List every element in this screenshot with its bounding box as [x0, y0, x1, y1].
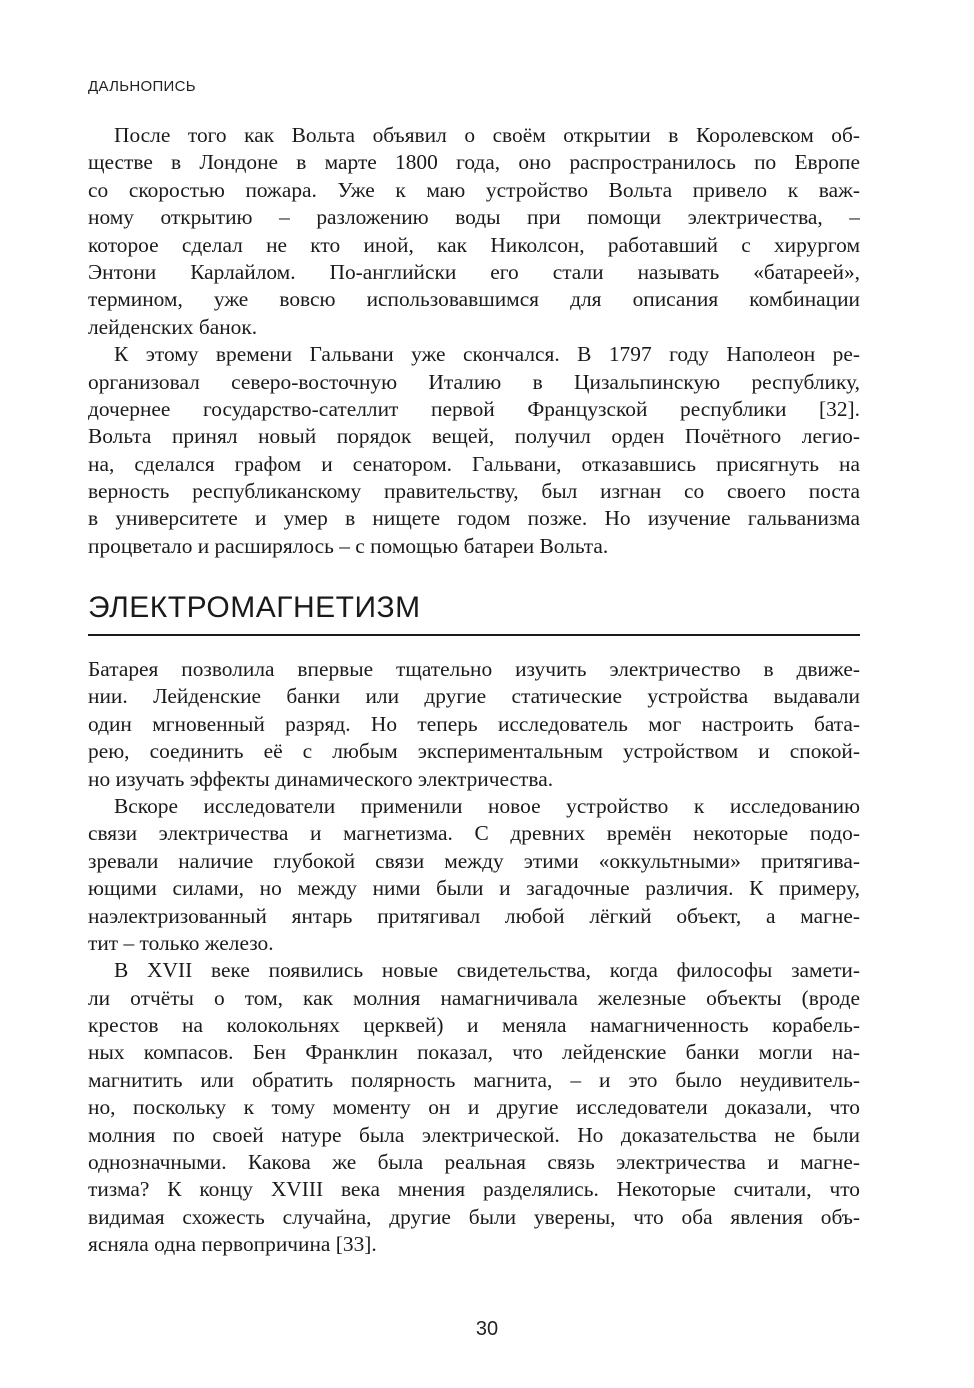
text-line: но, поскольку к тому моменту он и другие исследователи доказали, что [88, 1095, 860, 1120]
text-line: ющими силами, но между ними были и загадочные различия. К примеру, [88, 876, 860, 901]
paragraph [88, 656, 860, 793]
text-line: верность республиканскому правительству, был изгнан со своего поста [88, 479, 860, 504]
text-line: зревали наличие глубокой связи между этими «оккультными» притягива- [88, 848, 860, 873]
text-line: Батарея позволила впервые тщательно изучить электричество в движе- [88, 657, 860, 681]
text-line: однозначными. Какова же была реальная связь электричества и магне- [88, 1150, 860, 1175]
text-line: нии. Лейденские банки или другие статические устройства выдавали [88, 684, 860, 709]
text-line: термином, уже вовсю использовавшимся для описания комбинации [88, 287, 860, 312]
page-number: 30 [475, 1318, 499, 1340]
text-line: в университете и умер в нищете годом позже. Но изучение гальванизма [88, 506, 860, 531]
text-line: тит – только железо. [88, 930, 274, 955]
text-line: ли отчёты о том, как молния намагничивала железные объекты (вроде [88, 985, 860, 1010]
text-line: один мгновенный разряд. Но теперь исследователь мог настроить бата- [88, 711, 860, 736]
text-line: ществе в Лондоне в марте 1800 года, оно распространилось по Европе [88, 150, 860, 175]
text-line: крестов на колокольнях церквей) и меняла намагниченность корабель- [88, 1013, 860, 1038]
text-line: видимая схожесть случайна, другие были уверены, что оба явления объ- [88, 1204, 860, 1229]
text-line: Вольта принял новый порядок вещей, получил орден Почётного легио- [88, 424, 860, 449]
paragraph [88, 341, 860, 560]
text-line: процветало и расширялось – с помощью батареи Вольта. [88, 533, 609, 558]
text-line: ясняла одна первопричина [33]. [88, 1232, 377, 1257]
text-line: В XVII веке появились новые свидетельства, когда философы замети- [114, 958, 860, 983]
text-line: молния по своей натуре была электрической. Но доказательства не были [88, 1122, 860, 1147]
text-line: рею, соединить её с любым экспериментальным устройством и спокой- [88, 739, 860, 764]
text-line: ных компасов. Бен Франклин показал, что лейденские банки могли на- [88, 1040, 860, 1065]
text-line: После того как Вольта объявил о своём открытии в Королевском об- [114, 123, 860, 147]
text-line: лейденских банок. [88, 314, 258, 339]
text-line: тизма? К концу XVIII века мнения разделялись. Некоторые считали, что [88, 1177, 860, 1202]
text-line: со скоростью пожара. Уже к маю устройство Вольта привело к важ- [88, 177, 860, 202]
running-head: ДАЛЬНОПИСЬ [88, 78, 196, 95]
text-block-before-heading [88, 122, 860, 560]
paragraph [88, 122, 860, 341]
text-line: Вскоре исследователи применили новое устройство к исследованию [114, 793, 860, 818]
paragraph [88, 793, 860, 957]
text-block-after-heading [88, 656, 860, 1259]
section-title: ЭЛЕКТРОМАГНЕТИЗМ [88, 591, 421, 624]
text-line: Энтони Карлайлом. По-английски его стали называть «батареей», [88, 259, 860, 284]
text-line: ному открытию – разложению воды при помощи электричества, – [88, 205, 860, 230]
text-line: К этому времени Гальвани уже скончался. В 1797 году Наполеон ре- [114, 342, 860, 367]
text-line: на, сделался графом и сенатором. Гальвани, отказавшись присягнуть на [88, 451, 860, 476]
section-heading [88, 590, 860, 636]
text-line: дочернее государство-сателлит первой Французской республики [32]. [88, 396, 860, 421]
text-line: которое сделал не кто иной, как Николсон, работавший с хирургом [88, 232, 860, 257]
text-line: но изучать эффекты динамического электричества. [88, 766, 554, 791]
text-line: связи электричества и магнетизма. С древних времён некоторые подо- [88, 821, 860, 846]
text-line: наэлектризованный янтарь притягивал любой лёгкий объект, а магне- [88, 903, 860, 928]
paragraph [88, 957, 860, 1258]
text-line: организовал северо-восточную Италию в Цизальпинскую республику, [88, 369, 860, 394]
text-line: магнитить или обратить полярность магнита, – и это было неудивитель- [88, 1067, 860, 1092]
